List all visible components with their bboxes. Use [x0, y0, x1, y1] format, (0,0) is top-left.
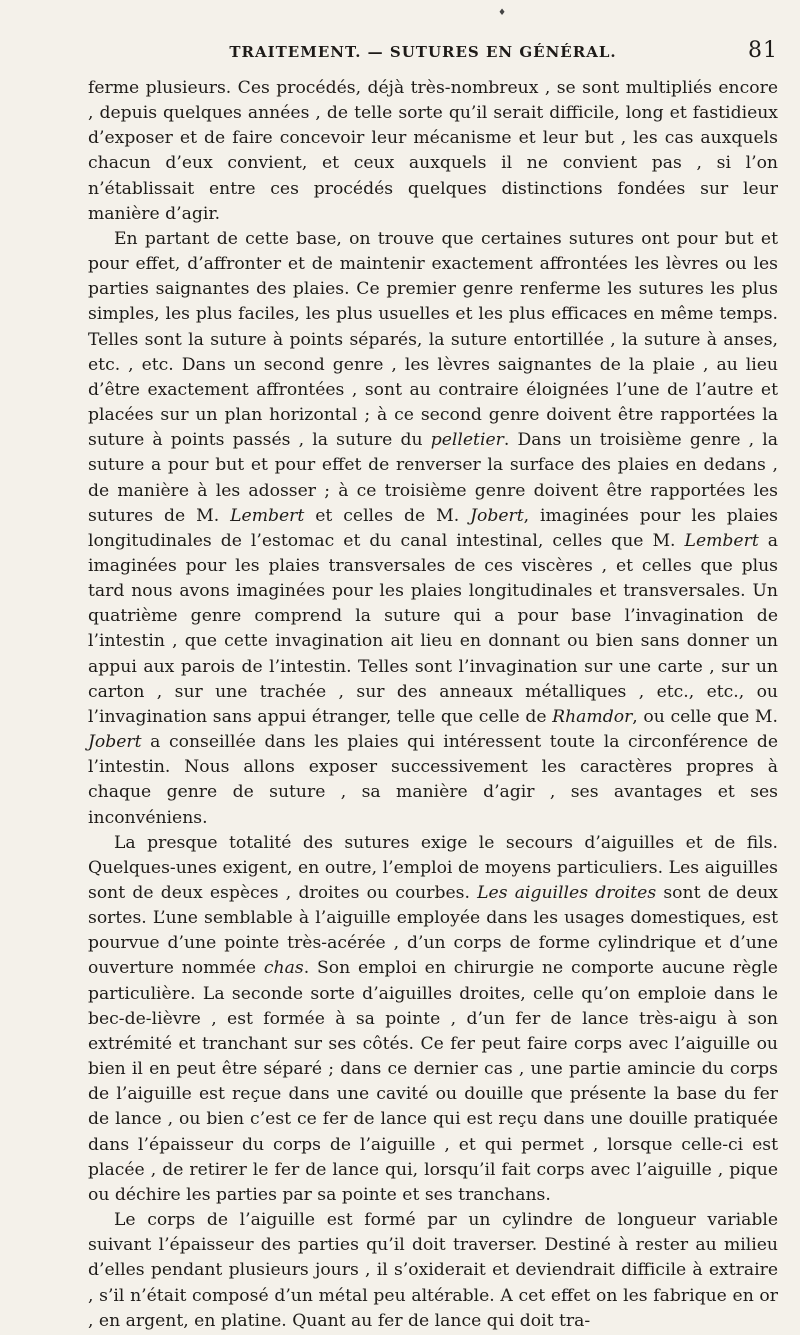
- text-run: . Dans un troisième genre , la suture a pour but et pour effet de renverser la surface des plaies en dedans , de manière à les adosser ; à ce troisième genre doivent être rapportées les sutures de M.: [88, 430, 778, 526]
- italic-text: pelletier: [430, 430, 504, 451]
- text-run: et celles de M.: [304, 505, 471, 526]
- text-run: La presque totalité des sutures exige le secours d’aiguilles et de fils. Quelques-unes exigent, en outre, l’emploi de moyens particuliers. Les aiguilles sont de deux espèces , droites ou courbes.: [88, 832, 778, 903]
- text-run: sont de deux sortes. L’une semblable à l’aiguille employée dans les usages domestiques, est pourvue d’une pointe très-acérée , d’un corps de forme cylindrique et d’une ouverture nommée: [88, 883, 778, 979]
- page-mark: ♦: [498, 8, 507, 18]
- text-run: Le corps de l’aiguille est formé par un cylindre de longueur variable suivant l’épaisseur des parties qu’il doit traverser. Destiné à rester au milieu d’elles pendant plusieurs jours , il s’oxiderait et deviendrait difficile à extraire , s’il n’était composé d’un métal peu altérable. A cet effet on les fabrique en or , en argent, en platine. Quant au fer de lance qui doit tra-: [88, 1210, 778, 1331]
- paragraph: [88, 831, 778, 1208]
- page-number: 81: [748, 38, 778, 63]
- text-run: a imaginées pour les plaies transversales de ces viscères , et celles que plus tard nous avons imaginées pour les plaies longitudinales et transversales. Un quatrième genre comprend la suture qui a pour base l’invagination de l’intestin , que cette invagination ait lieu en donnant ou bien sans donner un appui aux parois de l’intestin. Telles sont l’invagination sur une carte , sur un carton , sur une trachée , sur des anneaux métalliques , etc., etc., ou l’invagination sans appui étranger, telle que celle de: [88, 530, 779, 727]
- body-text: [88, 76, 778, 1334]
- italic-text: Jobert: [88, 732, 142, 753]
- italic-text: Rhamdor: [552, 706, 633, 727]
- paragraph: [88, 76, 778, 227]
- italic-text: Jobert: [470, 505, 524, 526]
- paragraph: [88, 227, 778, 831]
- text-run: , imaginées pour les plaies longitudinales de l’estomac et du canal intestinal, celles que M.: [88, 505, 779, 551]
- text-run: , ou celle que M.: [632, 706, 778, 727]
- text-run: a conseillée dans les plaies qui intéressent toute la circonférence de l’intestin. Nous allons exposer successivement les caractères propres à chaque genre de suture , sa manière d’agir , ses avantages et ses inconvéniens.: [88, 732, 778, 828]
- text-run: ferme plusieurs. Ces procédés, déjà très-nombreux , se sont multipliés encore , depuis quelques années , de telle sorte qu’il serait difficile, long et fastidieux d’exposer et de faire concevoir leur mécanisme et leur but , les cas auxquels chacun d’eux convient, et ceux auxquels il ne convient pas , si l’on n’établissait entre ces procédés quelques distinctions fondées sur leur manière d’agir.: [88, 78, 778, 224]
- italic-text: Lembert: [684, 530, 759, 551]
- book-page: [88, 0, 778, 1335]
- italic-text: Les aiguilles droites: [477, 883, 657, 903]
- running-head-title: TRAITEMENT. — SUTURES EN GÉNÉRAL.: [229, 43, 617, 61]
- paragraph: [88, 1208, 778, 1334]
- text-run: . Son emploi en chirurgie ne comporte aucune règle particulière. La seconde sorte d’aiguilles droites, celle qu’on emploie dans le bec-de-lièvre , est formée à sa pointe , d’un fer de lance très-aigu à son extrémité et tranchant sur ses côtés. Ce fer peut faire corps avec l’aiguille ou bien il en peut être séparé ; dans ce dernier cas , une partie amincie du corps de l’aiguille est reçue dans une cavité ou douille que présente la base du fer de lance , ou bien c’est ce fer de lance qui est reçu dans une douille pratiquée dans l’épaisseur du corps de l’aiguille , et qui permet , lorsque celle-ci est placée , de retirer le fer de lance qui, lorsqu’il fait corps avec l’aiguille , pique ou déchire les parties par sa pointe et ses tranchans.: [88, 958, 778, 1205]
- text-run: En partant de cette base, on trouve que certaines sutures ont pour but et pour effet, d’affronter et de maintenir exactement affrontées les lèvres ou les parties saignantes des plaies. Ce premier genre renferme les sutures les plus simples, les plus faciles, les plus usuelles et les plus efficaces en même temps. Telles sont la suture à points séparés, la suture entortillée , la suture à anses, etc. , etc. Dans un second genre , les lèvres saignantes de la plaie , au lieu d’être exactement affrontées , sont au contraire éloignées l’une de l’autre et placées sur un plan horizontal ; à ce second genre doivent être rapportées la suture à points passés , la suture du: [88, 228, 778, 451]
- running-head: [118, 38, 778, 68]
- italic-text: chas: [263, 958, 304, 979]
- italic-text: Lembert: [230, 505, 305, 526]
